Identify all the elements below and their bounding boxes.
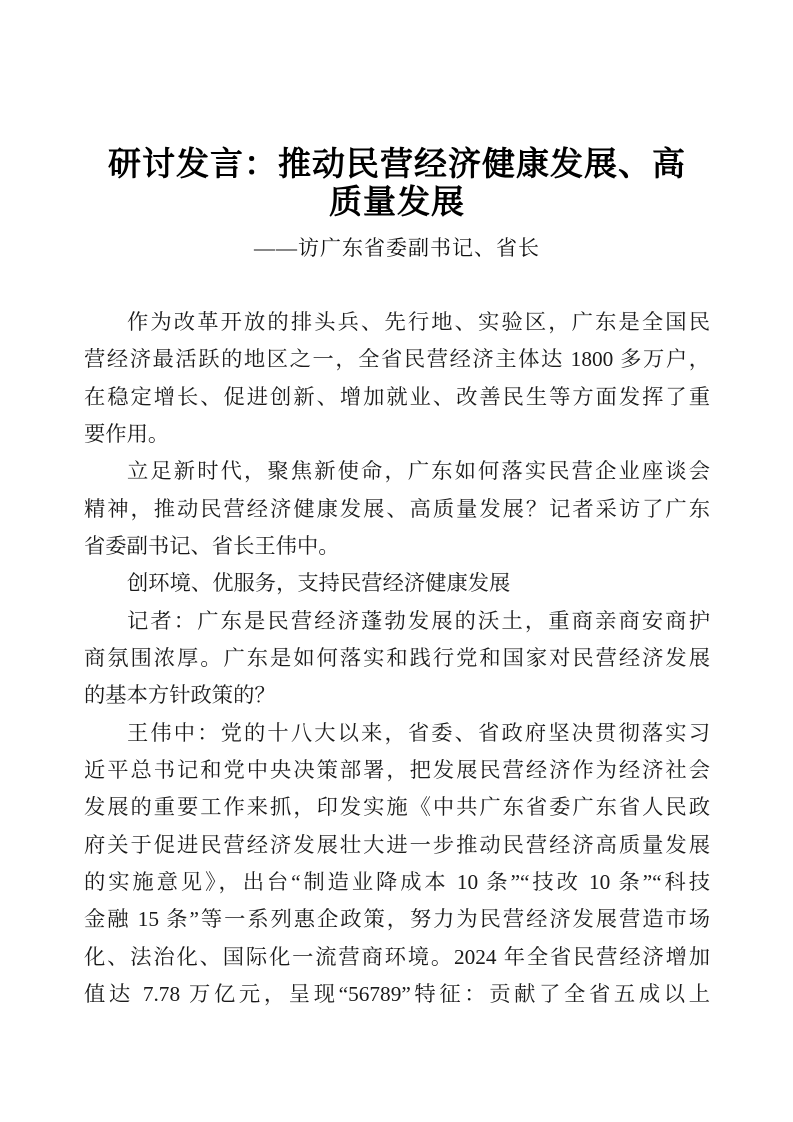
text-line: 化、法治化、国际化一流营商环境。2024 年全省民营经济增加 [84,944,710,969]
text-line: 近平总书记和党中央决策部署，把发展民营经济作为经济社会 [84,757,710,782]
document-subtitle: ——访广东省委副书记、省长 [254,236,540,260]
text-line: 府关于促进民营经济发展壮大进一步推动民营经济高质量发展 [84,832,710,857]
paragraph [84,304,710,453]
text-line: 王伟中：党的十八大以来，省委、省政府坚决贯彻落实习 [127,720,710,745]
text-line: 作为改革开放的排头兵、先行地、实验区，广东是全国民 [127,310,710,334]
document-body [84,304,710,1013]
text-line: 金融 15 条”等一系列惠企政策，努力为民营经济发展营造市场 [84,907,710,932]
text-line: 的基本方针政策的？ [84,683,276,708]
text-line: 值达 7.78 万亿元，呈现“56789”特征：贡献了全省五成以上 [84,981,710,1006]
document-title-line-1: 研讨发言：推动民营经济健康发展、高 [108,147,686,183]
document-title [84,146,710,222]
text-line: 商氛围浓厚。广东是如何落实和践行党和国家对民营经济发展 [84,645,710,670]
text-line: 创环境、优服务，支持民营经济健康发展 [127,571,511,596]
paragraph [84,453,710,565]
text-line: 的实施意见》，出台“制造业降成本 10 条”“技改 10 条”“科技 [84,869,710,894]
text-line: 营经济最活跃的地区之一，全省民营经济主体达 1800 多万户， [84,347,710,372]
text-line: 省委副书记、省长王伟中。 [84,533,340,558]
document-title-line-2: 质量发展 [329,185,465,221]
paragraph [84,603,710,715]
text-line: 立足新时代，聚焦新使命，广东如何落实民营企业座谈会 [127,459,710,484]
text-line: 发展的重要工作来抓，印发实施《中共广东省委广东省人民政 [84,795,710,820]
paragraph [84,565,710,602]
text-line: 要作用。 [84,421,170,446]
text-line: 在稳定增长、促进创新、增加就业、改善民生等方面发挥了重 [84,384,710,409]
text-line: 精神，推动民营经济健康发展、高质量发展？记者采访了广东 [84,496,710,521]
text-line: 记者：广东是民营经济蓬勃发展的沃土，重商亲商安商护 [127,608,710,633]
paragraph [84,715,710,1014]
